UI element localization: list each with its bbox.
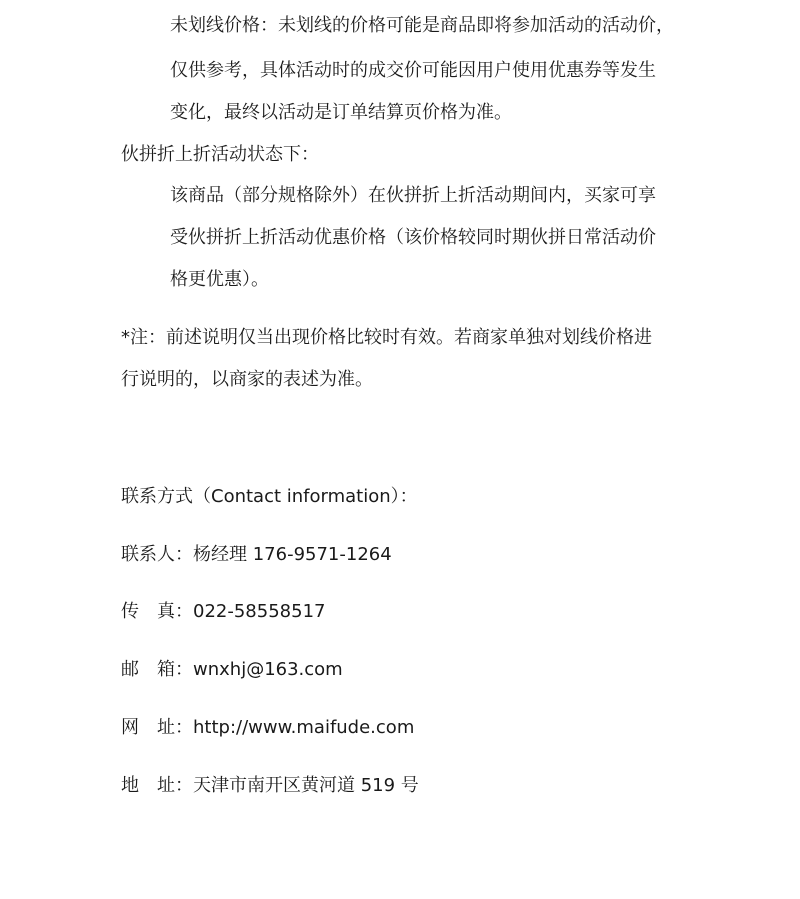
group-discount-line-3: 格更优惠）。 (170, 269, 269, 290)
contact-address: 地 址：天津市南开区黄河道 519 号 (121, 775, 419, 796)
contact-fax: 传 真：022-58558517 (121, 601, 326, 622)
group-discount-line-1: 该商品（部分规格除外）在伙拼折上折活动期间内，买家可享 (170, 185, 656, 206)
footnote-line-2: 行说明的，以商家的表述为准。 (121, 369, 373, 390)
contact-email: 邮 箱：wnxhj@163.com (121, 659, 343, 680)
unmarked-price-line-1: 未划线价格：未划线的价格可能是商品即将参加活动的活动价， (170, 15, 674, 36)
contact-heading: 联系方式（Contact information）： (121, 486, 418, 507)
unmarked-price-line-2: 仅供参考，具体活动时的成交价可能因用户使用优惠券等发生 (170, 60, 656, 81)
contact-website: 网 址：http://www.maifude.com (121, 717, 415, 738)
group-discount-line-2: 受伙拼折上折活动优惠价格（该价格较同时期伙拼日常活动价 (170, 227, 656, 248)
group-discount-heading: 伙拼折上折活动状态下： (121, 144, 319, 165)
contact-person: 联系人：杨经理 176-9571-1264 (121, 544, 392, 565)
unmarked-price-line-3: 变化，最终以活动是订单结算页价格为准。 (170, 102, 512, 123)
footnote-line-1: *注：前述说明仅当出现价格比较时有效。若商家单独对划线价格进 (121, 327, 652, 348)
